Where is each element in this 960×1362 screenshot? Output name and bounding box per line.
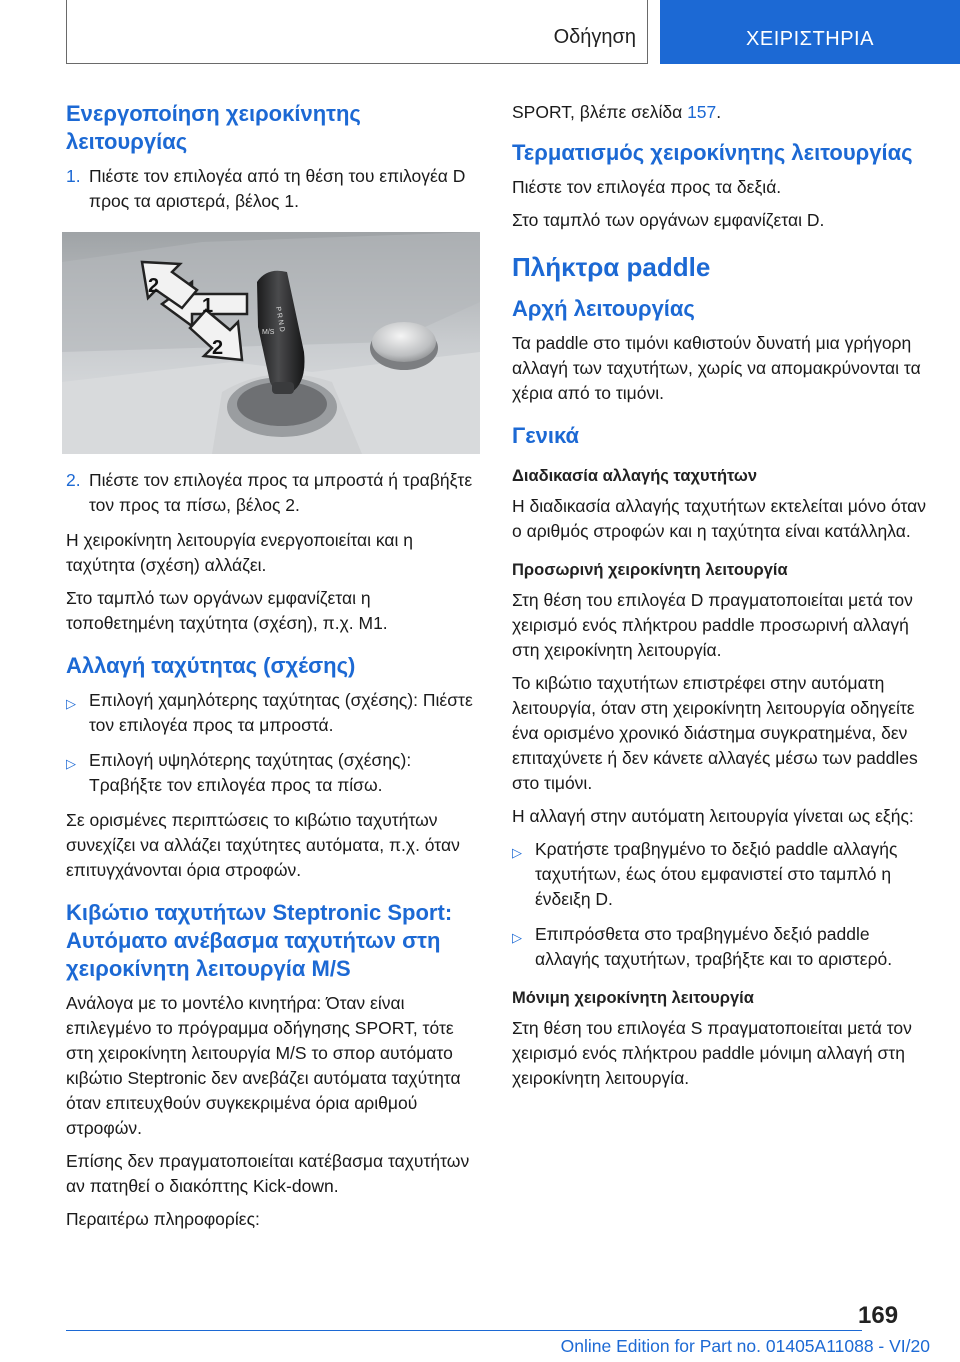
paragraph: Τα paddle στο τιμόνι καθιστούν δυνατή μια γρήγορη αλλαγή των ταχυτήτων, χωρίς να απομακρύνονται τα χέρια από το τιμόνι. — [512, 333, 921, 403]
heading-general: Γενικά — [512, 423, 580, 448]
heading-end-manual: Τερματισμός χειροκίνητης λειτουργίας — [512, 140, 913, 165]
paragraph: Στο ταμπλό των οργάνων εμφανίζεται D. — [512, 210, 825, 230]
bullet-text: Επιλογή υψηλότερης ταχύτητας (σχέσης): Τραβήξτε τον επιλογέα προς τα πίσω. — [89, 750, 412, 795]
heading-activate-manual: Ενεργοποίηση χειροκίνητης λειτουργίας — [66, 101, 361, 154]
gear-ms-label: M/S — [262, 329, 275, 336]
text: . — [716, 102, 722, 122]
step-text: Πιέστε τον επιλογέα προς τα μπροστά ή τραβήξτε τον προς τα πίσω, βέλος 2. — [89, 470, 473, 515]
bullet-triangle-icon: ▷ — [512, 930, 522, 945]
paragraph-sport-reference — [512, 100, 930, 125]
paragraph: Η διαδικασία αλλαγής ταχυτήτων εκτελείται μόνο όταν ο αριθμός στροφών και η ταχύτητα είναι κατάλληλα. — [512, 496, 926, 541]
paragraph: Στη θέση του επιλογέα D πραγματοποιείται μετά τον χειρισμό ενός πλήκτρου paddle προσωρινή αλλαγή στη χειροκίνητη λειτουργία. — [512, 590, 913, 660]
paragraph: Στη θέση του επιλογέα S πραγματοποιείται μετά τον χειρισμό ενός πλήκτρου paddle μόνιμη αλλαγή στη χειροκίνητη λειτουργία. — [512, 1018, 912, 1088]
heading-gear-change: Αλλαγή ταχύτητας (σχέσης) — [66, 653, 356, 678]
bullet-text: Επιλογή χαμηλότερης ταχύτητας (σχέσης): Πιέστε τον επιλογέα προς τα μπροστά. — [89, 690, 473, 735]
page-number: 169 — [858, 1302, 899, 1329]
bullet-item — [66, 688, 476, 738]
heading-procedure: Διαδικασία αλλαγής ταχυτήτων — [512, 467, 758, 485]
footer-divider — [66, 1330, 862, 1331]
bullet-triangle-icon: ▷ — [66, 756, 76, 771]
header-section-title: Οδήγηση — [553, 26, 636, 48]
bullet-item — [512, 837, 930, 912]
gear-selector-figure — [62, 232, 480, 454]
heading-steptronic-sport: Κιβώτιο ταχυτήτων Steptronic Sport: Αυτόματο ανέβασμα ταχυτήτων στη χειροκίνητη λειτουργία M/S — [66, 900, 453, 981]
arrow-label-2-down: 2 — [212, 337, 224, 359]
step-2 — [66, 468, 476, 518]
paragraph: Το κιβώτιο ταχυτήτων επιστρέφει στην αυτόματη λειτουργία, όταν στη χειροκίνητη λειτουργία οδηγείτε ένα ορισμένο χρονικό διάστημα συγκρατημένα, δεν επιταχύνετε ή δεν κάνετε αλλαγές μέσω των paddles στο τιμόνι. — [512, 673, 918, 793]
right-column — [512, 100, 930, 1099]
header-chapter-tab — [660, 0, 960, 64]
step-text: Πιέστε τον επιλογέα από τη θέση του επιλογέα D προς τα αριστερά, βέλος 1. — [89, 166, 466, 211]
paragraph: Πιέστε τον επιλογέα προς τα δεξιά. — [512, 177, 782, 197]
bullet-item — [66, 748, 476, 798]
bullet-item — [512, 922, 930, 972]
page-reference-link[interactable]: 157 — [687, 102, 717, 122]
left-column — [66, 100, 476, 1240]
text: SPORT, βλέπε σελίδα — [512, 102, 688, 122]
paragraph: Η χειροκίνητη λειτουργία ενεργοποιείται και η ταχύτητα (σχέση) αλλάζει. — [66, 530, 414, 575]
header-chapter-label: ΧΕΙΡΙΣΤΗΡΙΑ — [746, 28, 874, 50]
arrow-label-1: 1 — [202, 295, 214, 317]
heading-principle: Αρχή λειτουργίας — [512, 296, 695, 321]
bullet-triangle-icon: ▷ — [512, 845, 522, 860]
paragraph: Σε ορισμένες περιπτώσεις το κιβώτιο ταχυτήτων συνεχίζει να αλλάζει ταχύτητες αυτόματα, π.χ. όταν επιτυγχάνονται όρια στροφών. — [66, 810, 460, 880]
heading-temporary-manual: Προσωρινή χειροκίνητη λειτουργία — [512, 561, 788, 579]
arrow-label-2-up: 2 — [148, 275, 160, 297]
paragraph: Η αλλαγή στην αυτόματη λειτουργία γίνεται ως εξής: — [512, 806, 914, 826]
bullet-text: Επιπρόσθετα στο τραβηγμένο δεξιό paddle αλλαγής ταχυτήτων, τραβήξτε και το αριστερό. — [535, 924, 893, 969]
bullet-text: Κρατήστε τραβηγμένο το δεξιό paddle αλλαγής ταχυτήτων, έως ότου εμφανιστεί στο ταμπλό η ένδειξη D. — [535, 839, 898, 909]
paragraph: Επίσης δεν πραγματοποιείται κατέβασμα ταχυτήτων αν πατηθεί ο διακόπτης Kick-down. — [66, 1151, 470, 1196]
step-number: 1. — [66, 166, 81, 186]
paragraph: Στο ταμπλό των οργάνων εμφανίζεται η τοποθετημένη ταχύτητα (σχέση), π.χ. M1. — [66, 588, 388, 633]
bullet-triangle-icon: ▷ — [66, 696, 76, 711]
footer-edition: Online Edition for Part no. 01405A11088 - VI/20 — [560, 1336, 930, 1356]
gear-letters: P R N D — [274, 306, 286, 333]
step-1 — [66, 164, 476, 214]
heading-permanent-manual: Μόνιμη χειροκίνητη λειτουργία — [512, 989, 754, 1007]
paragraph: Ανάλογα με το μοντέλο κινητήρα: Όταν είναι επιλεγμένο το πρόγραμμα οδήγησης SPORT, τότε στη χειροκίνητη λειτουργία M/S το σπορ αυτόματο κιβώτιο Steptronic δεν ανεβάζει αυτόματα ταχύτητα όταν επιτευχθούν συγκεκριμένα όρια αριθμού στροφών. — [66, 993, 461, 1138]
step-number: 2. — [66, 470, 81, 490]
paragraph: Περαιτέρω πληροφορίες: — [66, 1209, 260, 1229]
heading-paddle-keys: Πλήκτρα paddle — [512, 252, 711, 282]
